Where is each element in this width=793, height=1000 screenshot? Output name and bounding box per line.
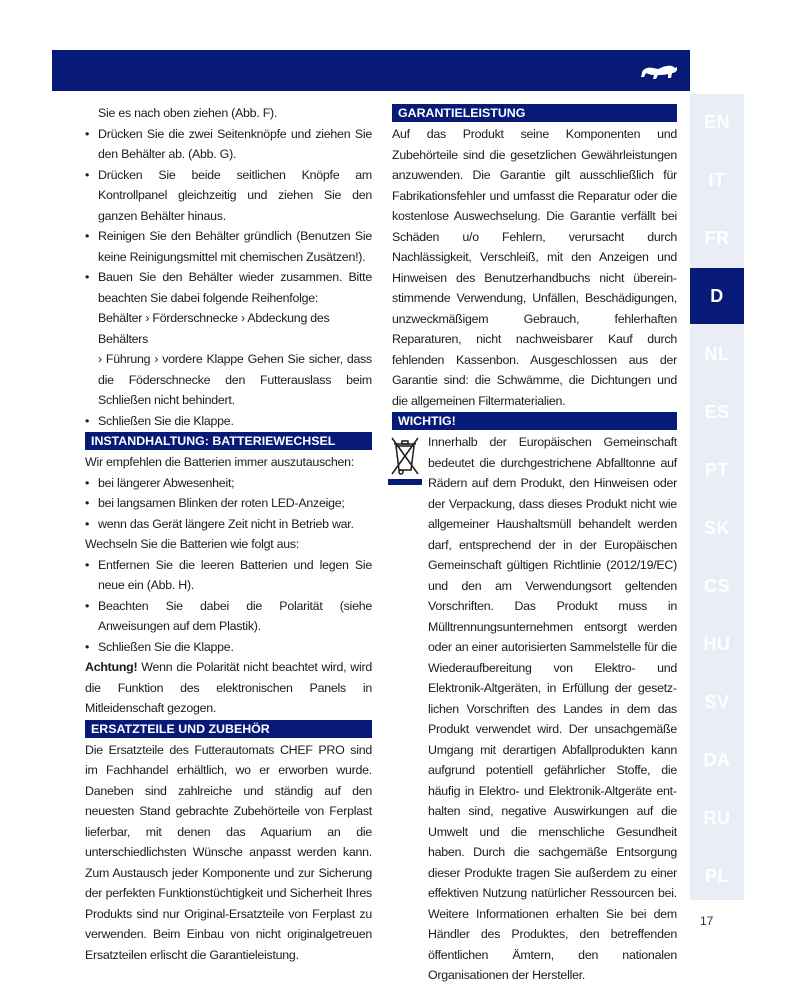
list-item: • bei längerer Abwesenheit;	[85, 473, 372, 494]
list-item: • Schließen Sie die Klappe.	[85, 637, 372, 658]
cleaning-steps	[85, 124, 372, 309]
language-tab-cs[interactable]: CS	[703, 575, 730, 596]
list-item: • Schließen Sie die Klappe.	[85, 411, 372, 432]
language-tab-ru[interactable]: RU	[703, 807, 731, 828]
right-column	[392, 103, 677, 986]
assembly-sequence-line1: Behälter › Förderschnecke › Abdeckung des Behälters	[98, 311, 330, 346]
list-item: • bei langsamen Blinken der roten LED-Anzeige;	[85, 493, 372, 514]
polarity-warning	[85, 657, 372, 719]
assembly-sequence-line2: › Führung › vordere Klappe Gehen Sie sicher, dass die Föderschnecke den Futterauslass beim Schließen nicht behindert.	[98, 352, 372, 407]
warning-text: Wenn die Polarität nicht beachtet wird, wird die Funktion des elektronischen Panels in Mitleidenschaft gezogen.	[85, 660, 372, 715]
important-section-heading: WICHTIG!	[392, 412, 677, 430]
warranty-text: Auf das Produkt seine Komponenten und Zubehörteile sind die gesetzlichen Gewährleistungen anzuwenden. Die Garantie gilt ausschließlich für Fabrikationsfehler und umfasst die Reparatur oder die kostenlose Auswechselung. Die Garantie verfällt bei Schäden u/o Fehlern, verursacht durch Nachlässigkeit, Verschleiß, mit den Anzeigen und Hinweisen des Benutzerhandbuchs nicht übereinstimmende Verwendung, Unfällen, Beschädigungen, unzweckmäßigem Gebrauch, fehlerhaften Reparaturen, nicht nachweisbarer Kauf durch fehlenden Kassenbon. Ausgeschlossen aus der Garantie sind: die Schwämme, die Dichtungen und die allgemeinen Filtermaterialien.	[392, 127, 677, 408]
spare-parts-section-heading: ERSATZTEILE UND ZUBEHÖR	[85, 720, 372, 738]
warranty-section-heading: GARANTIELEISTUNG	[392, 104, 677, 122]
list-item: • Entfernen Sie die leeren Batterien und legen Sie neue ein (Abb. H).	[85, 555, 372, 596]
list-item: • Reinigen Sie den Behälter gründlich (Benutzen Sie keine Reinigungsmittel mit chemischen Zusätzen!).	[85, 226, 372, 267]
language-tab-sv[interactable]: SV	[704, 691, 730, 712]
language-sidebar	[690, 94, 744, 900]
spare-parts-text: Die Ersatzteile des Futterautomats CHEF PRO sind im Fachhandel erhältlich, wo er erworben wurde. Daneben sind zahlreiche und ständig auf den neuesten Stand gebrachte Zubehörteile von Ferplast lieferbar, mit denen das Aquarium an die unterschiedlichsten Wünsche anpasst werden kann. Zum Austausch jeder Komponente und zur Sicherung der perfekten Funktionstüchtigkeit und Sicherheit Ihres Produkts sind nur Original-Ersatzteile von Ferplast zu verwenden. Beim Einbau von nicht originalgetreuen Ersatzteilen erlischt die Garantieleistung.	[85, 742, 372, 962]
header-bar	[52, 50, 690, 91]
weee-text: Innerhalb der Europäischen Gemeinschaft bedeutet die durchgestrichene Abfalltonne auf Rädern auf dem Produkt, den Hinweisen oder der Verpackung, dass dieses Produkt nicht wie allgemeiner Haushaltsmüll behandelt werden darf, entsprechend der in der Europäischen Gemeinschaft gültigen Richtlinie (2012/19/EC) und den am Verwendungsort geltenden Vorschriften. Das Produkt muss in Mülltrennungsunternehmen entsorgt werden oder an einer autorisierten Sammelstelle für die Wiederaufbereitung von Elektro- und Elektronik-Altgeräten, in Erfüllung der gesetzlichen Vorschriften des Landes in dem das Produkt verwendet wird. Der unsachgemäße Umgang mit derartigen Abfallprodukten kann aufgrund potentiell gefährlicher Stoffe, die häufig in Elektro- und Elektronik-Altgeräte enthalten sind, negative Auswirkungen auf die Umwelt und die menschliche Gesundheit haben. Durch die sachgemäße Entsorgung dieser Produkte tragen Sie außerdem zu einer effektiven Nutzung natürlicher Ressourcen bei. Weitere Informationen erhalten Sie bei dem Händler des Produktes, den betreffenden öffentlichen Ämtern, den nationalen Organisationen der Hersteller.	[428, 435, 677, 982]
continued-line: Sie es nach oben ziehen (Abb. F).	[98, 106, 278, 120]
battery-intro: Wir empfehlen die Batterien immer auszutauschen:	[85, 455, 354, 469]
battery-cases	[85, 473, 372, 535]
weee-notice	[392, 432, 677, 986]
close-step-list	[85, 411, 372, 432]
list-item: • Drücken Sie die zwei Seitenknöpfe und ziehen Sie den Behälter ab. (Abb. G).	[85, 124, 372, 165]
crossed-bin-icon	[386, 432, 424, 488]
page-number: 17	[700, 914, 714, 928]
list-item: • Drücken Sie beide seitlichen Knöpfe am Kontrollpanel gleichzeitig und ziehen Sie den ganzen Behälter hinaus.	[85, 165, 372, 227]
language-tab-es[interactable]: ES	[704, 401, 730, 422]
battery-change-intro: Wechseln Sie die Batterien wie folgt aus:	[85, 537, 300, 551]
language-tab-it[interactable]: IT	[708, 169, 726, 190]
language-tab-pl[interactable]: PL	[704, 865, 729, 886]
ferret-logo-icon	[640, 63, 678, 83]
language-tab-hu[interactable]: HU	[703, 633, 731, 654]
language-tab-pt[interactable]: PT	[704, 459, 729, 480]
language-tab-d[interactable]: D	[690, 268, 744, 324]
warning-label: Achtung!	[85, 660, 138, 674]
language-tab-nl[interactable]: NL	[704, 343, 730, 364]
language-tab-en[interactable]: EN	[703, 111, 730, 132]
list-item: • Bauen Sie den Behälter wieder zusammen. Bitte beachten Sie dabei folgende Reihenfolge:	[85, 267, 372, 308]
left-column	[85, 103, 372, 965]
language-tab-sk[interactable]: SK	[703, 517, 730, 538]
battery-steps	[85, 555, 372, 658]
list-item: • Beachten Sie dabei die Polarität (siehe Anweisungen auf dem Plastik).	[85, 596, 372, 637]
language-tab-da[interactable]: DA	[703, 749, 731, 770]
list-item: • wenn das Gerät längere Zeit nicht in Betrieb war.	[85, 514, 372, 535]
battery-section-heading: INSTANDHALTUNG: BATTERIEWECHSEL	[85, 432, 372, 450]
language-tab-fr[interactable]: FR	[704, 227, 730, 248]
